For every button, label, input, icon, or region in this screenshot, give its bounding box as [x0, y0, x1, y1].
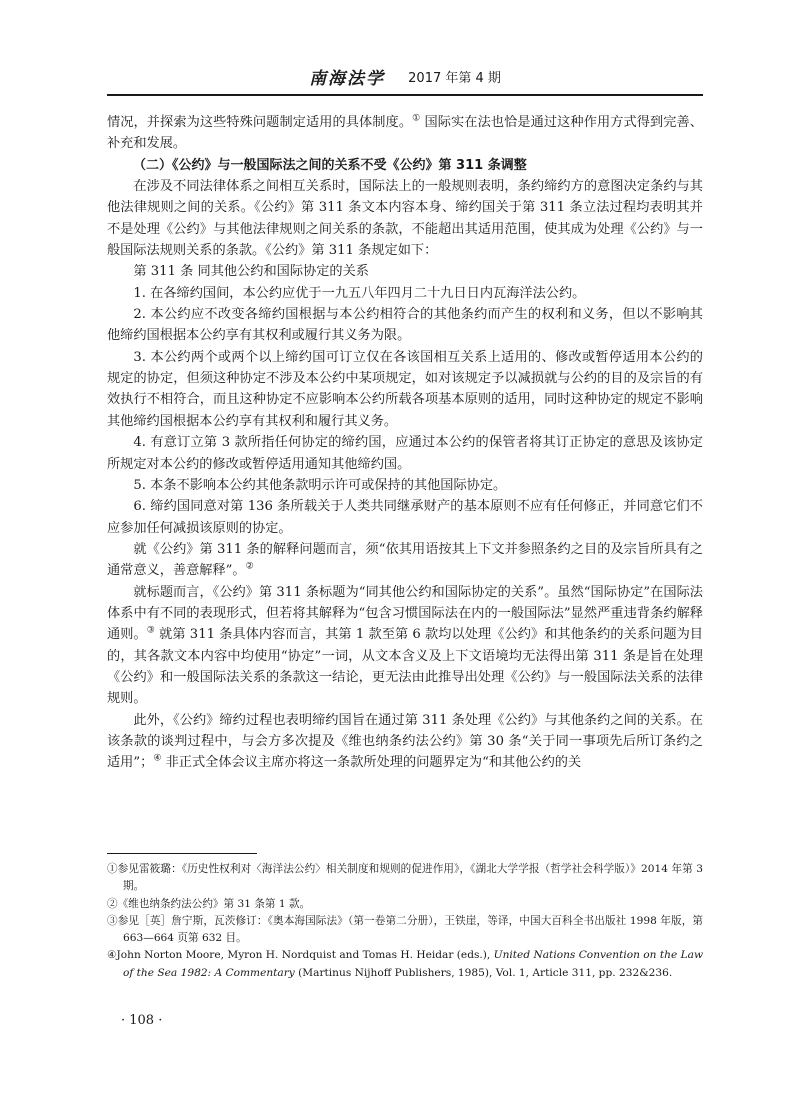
footnote-ref-4[interactable]: ④	[153, 753, 162, 764]
paragraph-continued: 情况，并探索为这些特殊问题制定适用的具体制度。① 国际实在法也恰是通过这种作用方式得到完善、补充和发展。	[107, 113, 703, 152]
article-clause: 1. 在各缔约国间，本公约应优于一九五八年四月二十九日日内瓦海洋法公约。	[133, 285, 586, 301]
cited-book-title: United Nations Convention on the Law of the Sea 1982: A Commentary	[123, 949, 704, 979]
footnote-2: ②《维也纳条约法公约》第 31 条第 1 款。	[107, 897, 311, 910]
issue-label: 2017 年第 4 期	[408, 71, 501, 86]
running-header	[107, 64, 703, 90]
paragraph: 在涉及不同法律体系之间相互关系时，国际法上的一般规则表明，条约缔约方的意图决定条约与其他法律规则之间的关系。《公约》第 311 条文本内容本身、缔约国关于第 311 条立法过程均表明其并不是处理《公约》与其他法律规则之间关系的条款，不能超出其适用范围，使其成为处理《公约》与一般国际法规则关系的条款。《公约》第 311 条规定如下：	[107, 179, 703, 259]
article-clause: 5. 本条不影响本公约其他条款明示许可或保持的其他国际协定。	[133, 477, 507, 493]
header-rule	[107, 94, 703, 96]
article-clause: 3. 本公约两个或两个以上缔约国可订立仅在各该国相互关系上适用的、修改或暂停适用本公约的规定的协定，但须这种协定不涉及本公约中某项规定，如对该规定予以减损就与公约的目的及宗旨的有效执行不相符合，而且这种协定不应影响本公约所载各项基本原则的适用，同时这种协定的规定不影响其他缔约国根据本公约享有其权利和履行其义务。	[107, 349, 703, 429]
footnotes	[107, 861, 703, 982]
footnote-4: ④John Norton Moore, Myron H. Nordquist and Tomas H. Heidar (eds.), United Nations Convention on the Law of the Sea 1982: A Commentary (Martinus Nijhoff Publishers, 1985), Vol. 1, Article 311, pp. 232&236.	[107, 949, 704, 979]
footnote-ref-3[interactable]: ③	[146, 625, 155, 636]
paragraph: 就标题而言，《公约》第 311 条标题为“同其他公约和国际协定的关系”。虽然“国际协定”在国际法体系中有不同的表现形式，但若将其解释为“包含习惯国际法在内的一般国际法”显然严重违背条约解释通则。③ 就第 311 条具体内容而言，其第 1 款至第 6 款均以处理《公约》和其他条约的关系问题为目的，其各款文本内容中均使用“协定”一词，从文本含义及上下文语境均无法得出第 311 条是旨在处理《公约》和一般国际法关系的条款这一结论，更无法由此推导出处理《公约》与一般国际法关系的法律规则。	[107, 584, 703, 707]
footnote-rule	[107, 853, 257, 854]
paragraph: 此外，《公约》缔约过程也表明缔约国旨在通过第 311 条处理《公约》与其他条约之间的关系。在该条款的谈判过程中，与会方多次提及《维也纳条约法公约》第 30 条“关于同一事项先后所订条约之适用”；④ 非正式全体会议主席亦将这一条款所处理的问题界定为“和其他公约的关	[107, 712, 703, 771]
body-text	[107, 112, 703, 774]
page-number: · 108 ·	[121, 1013, 163, 1028]
footnote-1: ①参见雷筱璐：《历史性权利对〈海洋法公约〉相关制度和规则的促进作用》，《湖北大学学报（哲学社会科学版）》2014 年第 3 期。	[107, 863, 703, 893]
footnote-ref-2[interactable]: ②	[245, 561, 254, 572]
footnote-3: ③参见［英］詹宁斯，瓦茨修订：《奥本海国际法》（第一卷第二分册），王铁崖，等译，中国大百科全书出版社 1998 年版，第 663—664 页第 632 目。	[107, 914, 703, 945]
footnote-ref-1[interactable]: ①	[412, 113, 421, 124]
article-clause: 4. 有意订立第 3 款所指任何协定的缔约国，应通过本公约的保管者将其订正协定的意思及该协定所规定对本公约的修改或暂停适用通知其他缔约国。	[107, 435, 703, 472]
article-title: 第 311 条 同其他公约和国际协定的关系	[133, 264, 369, 280]
article-clause: 2. 本公约应不改变各缔约国根据与本公约相符合的其他条约而产生的权利和义务，但以不影响其他缔约国根据本公约享有其权利或履行其义务为限。	[107, 307, 703, 344]
article-clause: 6. 缔约国同意对第 136 条所载关于人类共同继承财产的基本原则不应有任何修正，并同意它们不应参加任何减损该原则的协定。	[107, 499, 703, 536]
paragraph: 就《公约》第 311 条的解释问题而言，须“依其用语按其上下文并参照条约之目的及宗旨所具有之通常意义，善意解释”。②	[107, 541, 703, 579]
journal-title: 南海法学	[309, 69, 386, 89]
section-heading: （二）《公约》与一般国际法之间的关系不受《公约》第 311 条调整	[133, 157, 527, 173]
